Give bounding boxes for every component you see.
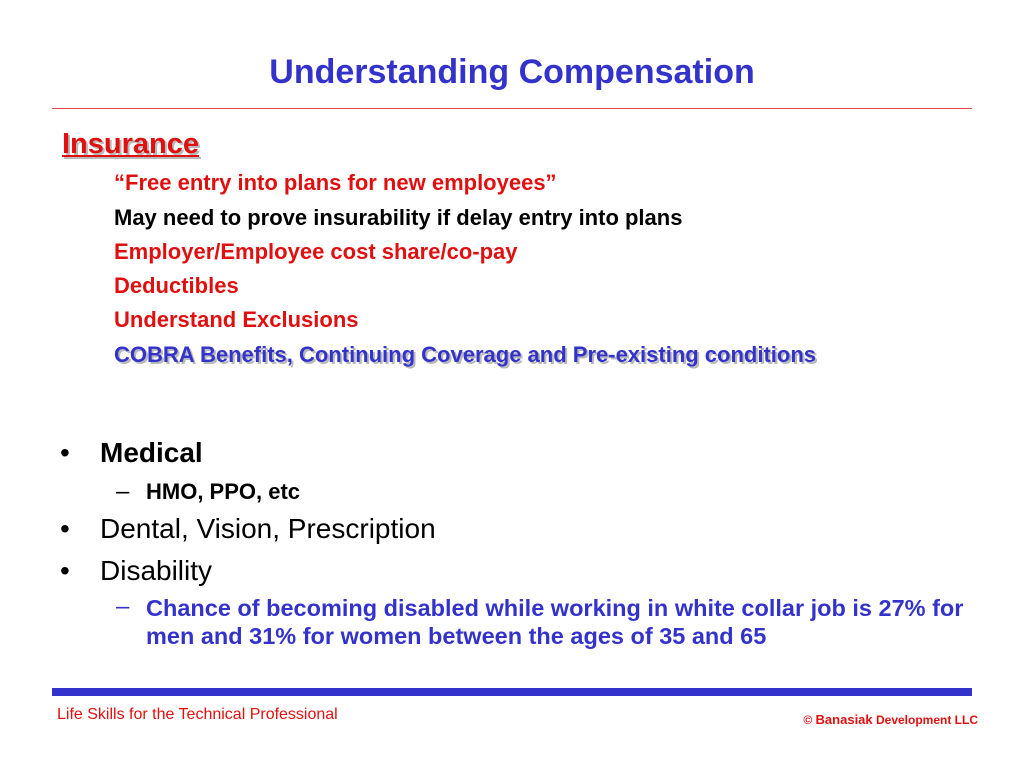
slide-title: Understanding Compensation [269,53,755,91]
sub-bullet-hmo-ppo: HMO, PPO, etc [146,479,301,504]
copyright-symbol: © [803,713,813,727]
bullet-marker: • [60,437,70,468]
insurance-item-free-entry: “Free entry into plans for new employees” [114,170,557,195]
copyright-suffix: Development LLC [875,713,978,727]
title-divider [52,108,972,109]
section-heading-insurance: Insurance [62,128,199,160]
footer-divider [52,688,972,696]
sub-bullet-disability-statistic: Chance of becoming disabled while working in white collar job is 27% for men and 31% for women between the ages of 35 and 65 [146,595,964,649]
bullet-marker: • [60,555,70,586]
bullet-medical: Medical [100,437,203,468]
dash-marker: – [116,593,130,620]
footer-course-title: Life Skills for the Technical Professional [57,706,338,723]
insurance-item-deductibles: Deductibles [114,273,239,298]
footer-copyright [803,712,978,727]
dash-marker: – [116,478,130,505]
bullet-marker: • [60,513,70,544]
bullet-disability: Disability [100,555,213,586]
copyright-owner: Banasiak [815,712,873,727]
insurance-item-exclusions: Understand Exclusions [114,307,359,332]
insurance-item-cost-share: Employer/Employee cost share/co-pay [114,239,518,264]
bullet-dental-vision-prescription: Dental, Vision, Prescription [100,513,436,544]
insurance-item-prove-insurability: May need to prove insurability if delay entry into plans [114,205,683,230]
insurance-item-cobra: COBRA Benefits, Continuing Coverage and Pre-existing conditions [114,342,817,367]
